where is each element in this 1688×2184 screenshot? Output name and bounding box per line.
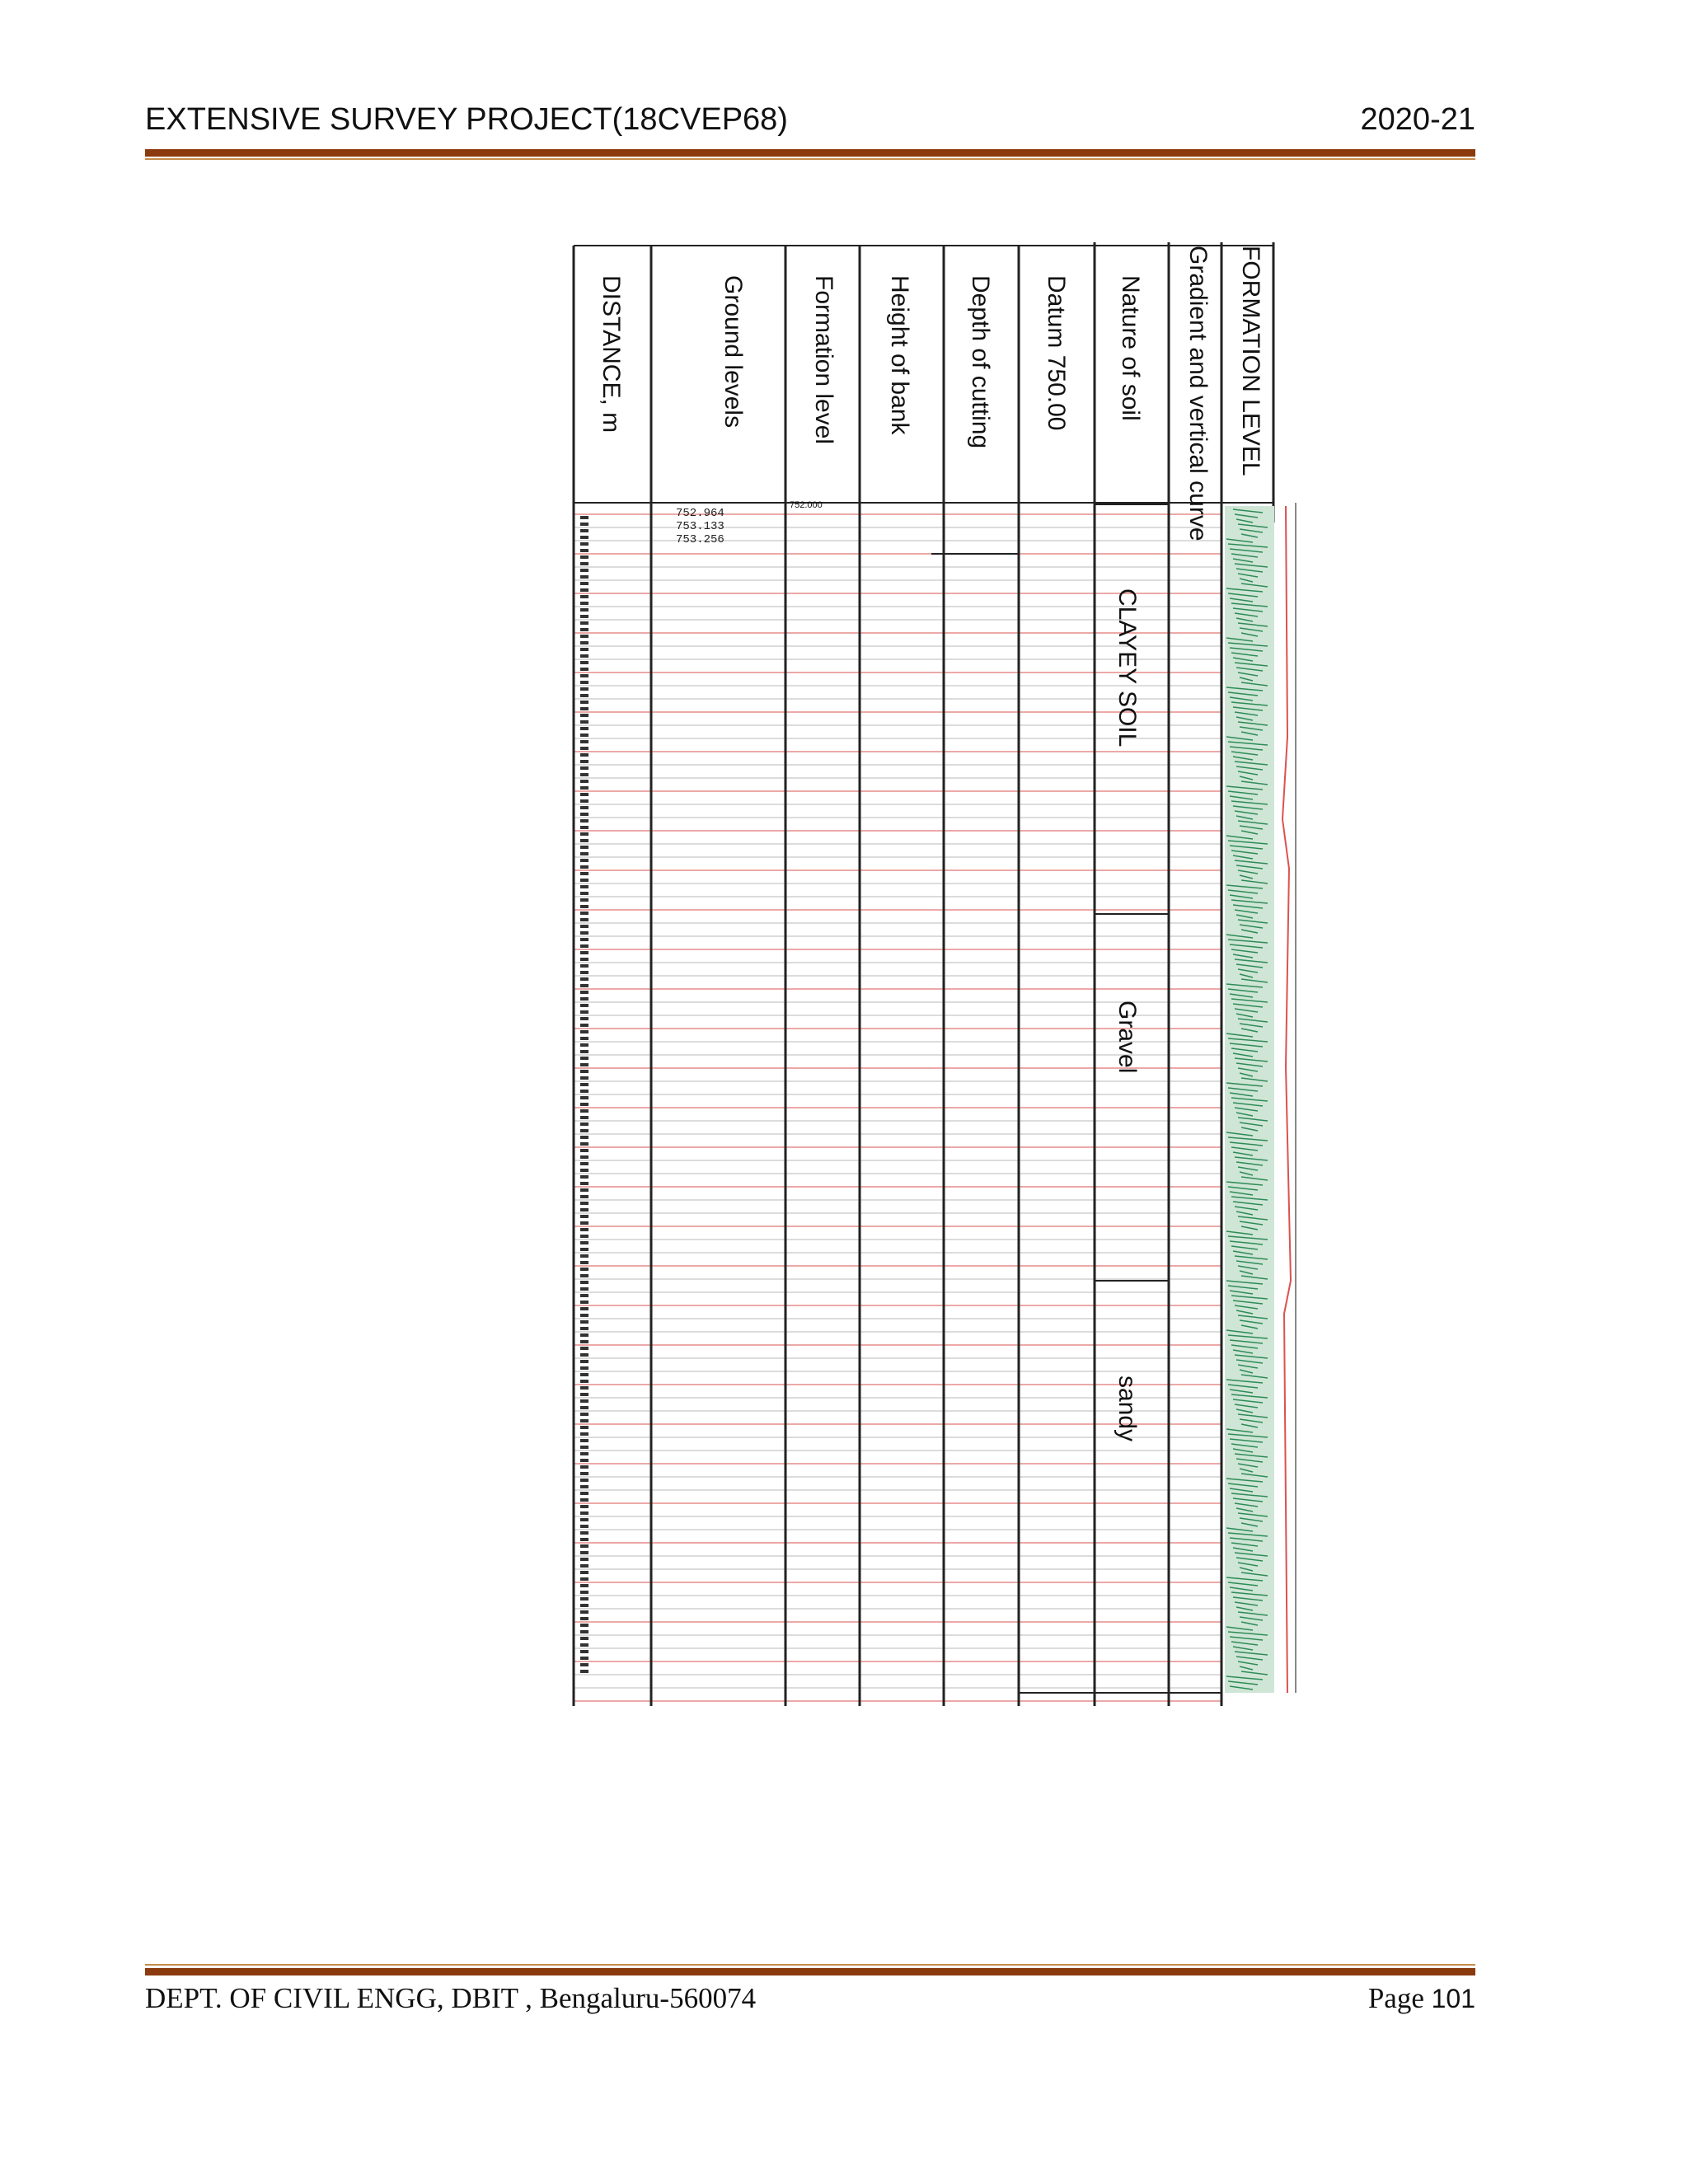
ground-level-value: 752.964 — [676, 507, 724, 520]
distance-mark — [580, 799, 588, 803]
distance-mark — [580, 1314, 588, 1317]
distance-mark — [580, 1413, 588, 1416]
distance-mark — [580, 608, 588, 612]
distance-mark — [580, 602, 588, 605]
distance-mark — [580, 1670, 588, 1673]
distance-mark — [580, 1136, 588, 1139]
page-number — [1368, 1982, 1475, 2015]
distance-mark — [580, 1287, 588, 1291]
distance-mark — [580, 1366, 588, 1370]
soil-labels — [1114, 588, 1141, 1441]
distance-mark — [580, 1498, 588, 1502]
distance-mark — [580, 971, 588, 974]
distance-mark — [580, 766, 588, 770]
distance-mark — [580, 898, 588, 902]
distance-mark — [580, 740, 588, 743]
distance-mark — [580, 1380, 588, 1383]
distance-mark — [580, 1208, 588, 1212]
distance-mark — [580, 1657, 588, 1660]
ground-level-values — [676, 507, 724, 546]
footer-rule-thin — [145, 1964, 1475, 1966]
distance-mark — [580, 1577, 588, 1581]
page-number-value: 101 — [1431, 1984, 1475, 2013]
distance-mark — [580, 1663, 588, 1666]
distance-mark — [580, 1248, 588, 1251]
distance-mark — [580, 621, 588, 625]
distance-mark — [580, 1597, 588, 1601]
distance-mark — [580, 1584, 588, 1587]
distance-mark — [580, 1175, 588, 1179]
distance-mark — [580, 1221, 588, 1225]
distance-mark — [580, 944, 588, 948]
distance-mark — [580, 1083, 588, 1086]
row-labels — [598, 246, 1264, 541]
distance-mark — [580, 925, 588, 928]
distance-mark — [580, 1103, 588, 1106]
distance-mark — [580, 1459, 588, 1462]
distance-mark — [580, 588, 588, 592]
distance-mark — [580, 1386, 588, 1390]
distance-mark — [580, 569, 588, 572]
label-distance: DISTANCE, m — [598, 275, 625, 434]
distance-mark — [580, 1261, 588, 1264]
distance-mark — [580, 819, 588, 823]
distance-mark — [580, 648, 588, 651]
distance-mark — [580, 1643, 588, 1647]
distance-mark — [580, 1070, 588, 1073]
distance-mark — [580, 523, 588, 526]
distance-mark — [580, 813, 588, 816]
distance-mark — [580, 1544, 588, 1548]
label-ground-levels: Ground levels — [720, 275, 747, 429]
distance-mark — [580, 615, 588, 618]
distance-mark — [580, 839, 588, 842]
distance-mark — [580, 1268, 588, 1271]
distance-mark — [580, 1637, 588, 1640]
distance-mark — [580, 1294, 588, 1297]
distance-mark — [580, 562, 588, 565]
distance-mark — [580, 865, 588, 869]
distance-mark — [580, 1373, 588, 1376]
distance-mark — [580, 555, 588, 559]
distance-mark — [580, 951, 588, 954]
label-nature-of-soil: Nature of soil — [1117, 275, 1144, 421]
header-rule-thin — [145, 158, 1475, 160]
distance-mark — [580, 714, 588, 717]
distance-mark — [580, 1333, 588, 1337]
distance-mark — [580, 964, 588, 968]
distance-mark — [580, 674, 588, 677]
distance-mark — [580, 701, 588, 704]
distance-mark — [580, 1155, 588, 1159]
distance-mark — [580, 1492, 588, 1495]
label-formation-level: Formation level — [810, 275, 837, 445]
distance-mark — [580, 1195, 588, 1198]
distance-mark — [580, 806, 588, 809]
distance-mark — [580, 1393, 588, 1396]
distance-mark — [580, 1419, 588, 1422]
distance-mark — [580, 1241, 588, 1244]
label-height-of-bank: Height of bank — [886, 275, 913, 435]
distance-mark — [580, 1406, 588, 1409]
distance-mark — [580, 1320, 588, 1324]
distance-mark — [580, 760, 588, 763]
distance-mark — [580, 892, 588, 895]
distance-mark — [580, 668, 588, 671]
distance-mark — [580, 1551, 588, 1554]
label-formation-level-top: FORMATION LEVEL — [1237, 246, 1264, 476]
ground-level-value: 753.256 — [676, 533, 724, 546]
distance-mark — [580, 1518, 588, 1521]
project-title: EXTENSIVE SURVEY PROJECT(18CVEP68) — [145, 102, 788, 137]
distance-mark — [580, 997, 588, 1001]
distance-mark — [580, 1525, 588, 1528]
distance-mark — [580, 1037, 588, 1040]
distance-mark — [580, 912, 588, 915]
distance-mark — [580, 1650, 588, 1653]
distance-mark — [580, 1057, 588, 1060]
distance-mark — [580, 595, 588, 598]
page-footer — [145, 1982, 1475, 2023]
distance-mark — [580, 1426, 588, 1429]
header-rule — [145, 149, 1475, 157]
distance-mark — [580, 852, 588, 855]
distance-mark — [580, 872, 588, 875]
academic-year: 2020-21 — [1360, 102, 1475, 137]
distance-mark — [580, 1630, 588, 1633]
distance-mark — [580, 1327, 588, 1330]
distance-mark — [580, 549, 588, 552]
distance-mark — [580, 1109, 588, 1113]
distance-mark — [580, 931, 588, 935]
distance-mark — [580, 1129, 588, 1132]
distance-mark — [580, 1030, 588, 1033]
distance-mark — [580, 1182, 588, 1185]
soil-gravel: Gravel — [1114, 1001, 1141, 1074]
label-depth-of-cutting: Depth of cutting — [967, 275, 994, 449]
distance-mark — [580, 1043, 588, 1047]
distance-mark — [580, 733, 588, 737]
distance-mark — [580, 859, 588, 862]
distance-mark — [580, 780, 588, 783]
distance-mark — [580, 536, 588, 539]
distance-mark — [580, 1116, 588, 1119]
distance-mark — [580, 1228, 588, 1231]
distance-mark — [580, 786, 588, 790]
distance-mark — [580, 885, 588, 888]
page-header — [145, 102, 1475, 147]
label-gradient: Gradient and vertical curve — [1184, 246, 1212, 541]
distance-mark — [580, 681, 588, 684]
distance-mark — [580, 1465, 588, 1469]
distance-mark — [580, 747, 588, 750]
distance-mark — [580, 1439, 588, 1442]
column-borders — [574, 242, 1273, 1706]
distance-mark — [580, 654, 588, 658]
label-datum: Datum 750.00 — [1043, 275, 1070, 431]
distance-mark — [580, 1531, 588, 1535]
distance-mark — [580, 542, 588, 546]
distance-mark — [580, 516, 588, 519]
distance-mark — [580, 628, 588, 631]
distance-mark — [580, 1452, 588, 1455]
distance-mark — [580, 1169, 588, 1172]
distance-mark — [580, 1617, 588, 1620]
distance-mark — [580, 958, 588, 961]
distance-mark — [580, 1050, 588, 1053]
distance-mark — [580, 1162, 588, 1165]
distance-mark — [580, 1142, 588, 1146]
distance-mark — [580, 1353, 588, 1357]
footer-rule — [145, 1968, 1475, 1975]
distance-mark — [580, 1624, 588, 1627]
distance-mark — [580, 1399, 588, 1403]
distance-mark — [580, 879, 588, 882]
longitudinal-section-sheet — [569, 242, 1298, 1706]
distance-mark — [580, 1360, 588, 1363]
distance-mark — [580, 1017, 588, 1020]
distance-mark — [580, 720, 588, 724]
distance-mark — [580, 641, 588, 644]
distance-mark — [580, 1347, 588, 1350]
distance-mark — [580, 635, 588, 638]
distance-mark — [580, 1432, 588, 1436]
distance-mark — [580, 1090, 588, 1093]
longitudinal-section-drawing — [569, 242, 1298, 1706]
distance-mark — [580, 707, 588, 710]
distance-mark — [580, 1446, 588, 1449]
distance-mark — [580, 991, 588, 994]
distance-mark — [580, 1004, 588, 1007]
distance-mark — [580, 984, 588, 987]
distance-mark — [580, 661, 588, 664]
distance-mark — [580, 1610, 588, 1614]
distance-mark — [580, 1558, 588, 1561]
distance-mark — [580, 1591, 588, 1594]
distance-mark — [580, 905, 588, 908]
distance-mark — [580, 1122, 588, 1126]
distance-mark — [580, 1188, 588, 1192]
distance-mark — [580, 938, 588, 941]
distance-mark — [580, 1076, 588, 1080]
distance-mark — [580, 1479, 588, 1482]
distance-mark — [580, 846, 588, 849]
distance-mark — [580, 1096, 588, 1099]
distance-mark — [580, 1564, 588, 1568]
distance-mark — [580, 1063, 588, 1066]
distance-mark — [580, 1215, 588, 1218]
distance-mark — [580, 1024, 588, 1027]
distance-mark — [580, 1472, 588, 1475]
distance-mark — [580, 1511, 588, 1515]
distance-mark — [580, 1505, 588, 1508]
distance-mark — [580, 694, 588, 697]
distance-mark — [580, 1202, 588, 1205]
formation-line — [1282, 506, 1291, 1693]
distance-mark — [580, 1485, 588, 1488]
distance-mark — [580, 1604, 588, 1607]
department-address: DEPT. OF CIVIL ENGG, DBIT , Bengaluru-560074 — [145, 1982, 757, 2014]
distance-mark — [580, 826, 588, 829]
distance-mark — [580, 1235, 588, 1238]
distance-mark — [580, 582, 588, 585]
soil-sandy: sandy — [1114, 1376, 1141, 1442]
distance-mark — [580, 727, 588, 730]
ground-level-value: 753.133 — [676, 520, 724, 533]
page-label: Page — [1367, 1982, 1424, 2014]
soil-clayey: CLAYEY SOIL — [1114, 588, 1141, 748]
ground-profile — [1225, 503, 1296, 1693]
distance-mark — [580, 832, 588, 836]
distance-mark — [580, 977, 588, 981]
distance-mark — [580, 1010, 588, 1014]
distance-mark — [580, 1149, 588, 1152]
formation-level-start: 752.000 — [790, 500, 823, 510]
distance-mark — [580, 1301, 588, 1304]
distance-mark — [580, 687, 588, 691]
distance-mark — [580, 1571, 588, 1574]
distance-mark — [580, 1254, 588, 1258]
distance-mark — [580, 575, 588, 579]
distance-mark — [580, 1340, 588, 1343]
distance-mark — [580, 793, 588, 796]
distance-mark — [580, 1274, 588, 1277]
distance-mark — [580, 1538, 588, 1541]
distance-mark — [580, 918, 588, 921]
distance-mark — [580, 1281, 588, 1284]
distance-mark — [580, 1307, 588, 1310]
distance-mark — [580, 529, 588, 532]
distance-mark — [580, 753, 588, 757]
distance-mark — [580, 773, 588, 776]
